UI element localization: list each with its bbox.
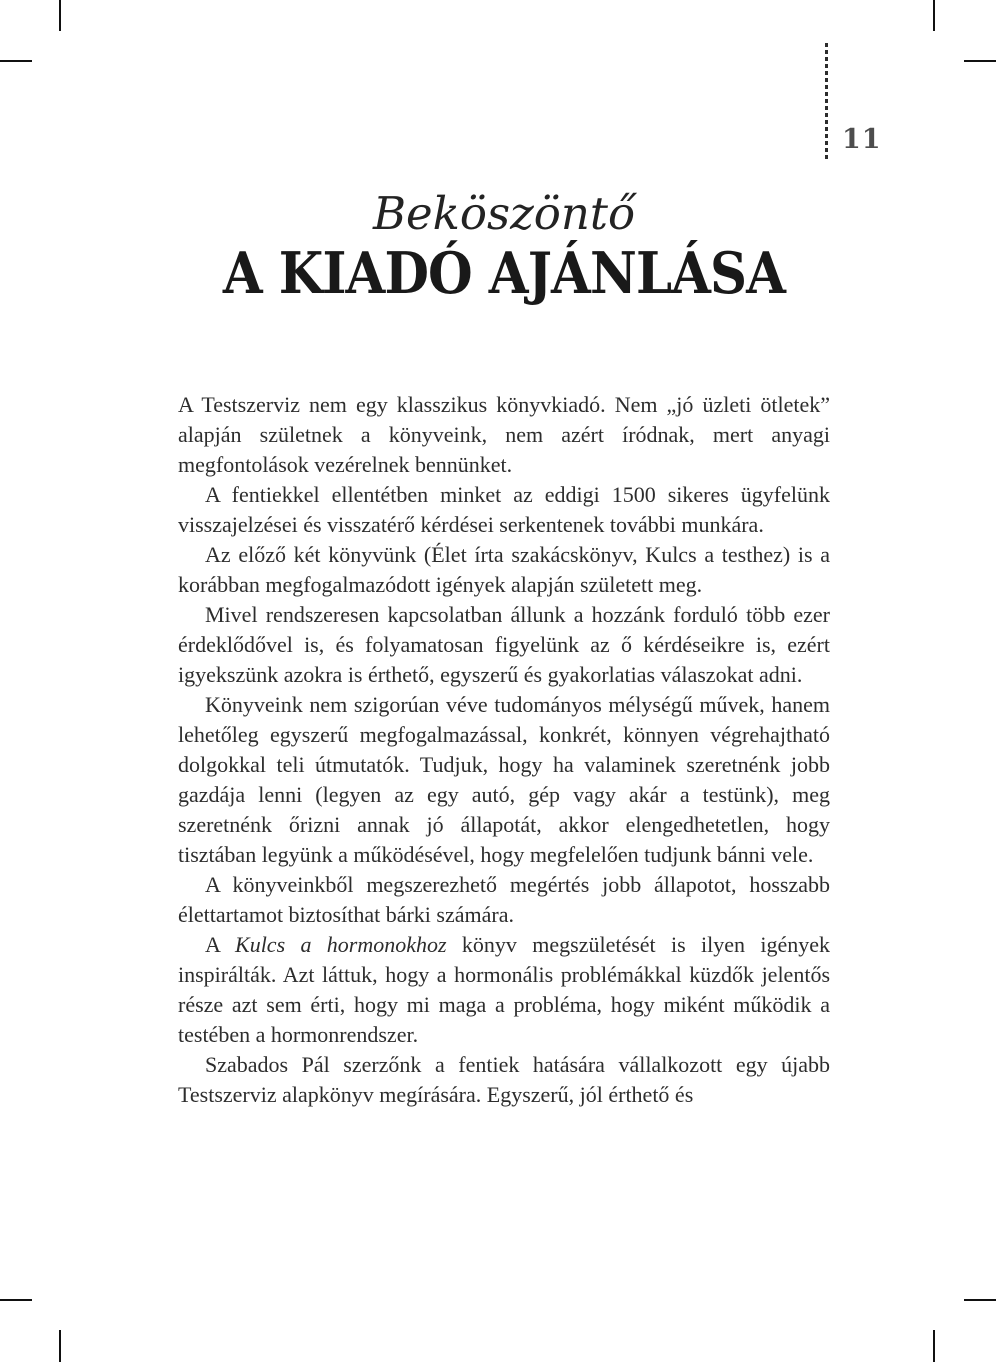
dashed-section-rule bbox=[825, 43, 828, 161]
paragraph bbox=[178, 690, 830, 870]
paragraph bbox=[178, 480, 830, 540]
paragraph-text: Az előző két könyvünk (Élet írta szakácskönyv, Kulcs a testhez) is a korábban megfogalmazódott igények alapján született meg. bbox=[178, 542, 830, 597]
paragraph-text: A Testszerviz nem egy klasszikus könyvkiadó. Nem „jó üzleti ötletek” alapján születnek a könyveink, nem azért íródnak, mert anyagi megfontolások vezérelnek bennünket. bbox=[178, 392, 830, 477]
paragraph bbox=[178, 390, 830, 480]
paragraph-text: Mivel rendszeresen kapcsolatban állunk a hozzánk forduló több ezer érdeklődővel is, és folyamatosan figyelünk az ő kérdéseikre is, ezért igyekszünk azokra is érthető, egyszerű és gyakorlatias válaszokat adni. bbox=[178, 602, 830, 687]
crop-mark-top-left-horizontal bbox=[0, 60, 32, 62]
page-number: 11 bbox=[842, 124, 882, 155]
book-title-italic: Kulcs a hormonokhoz bbox=[235, 932, 447, 957]
paragraph-text: Szabados Pál szerzőnk a fentiek hatására vállalkozott egy újabb Testszerviz alapkönyv megírására. Egyszerű, jól érthető és bbox=[178, 1052, 830, 1107]
paragraph-text: Könyveink nem szigorúan véve tudományos mélységű művek, hanem lehetőleg egyszerű megfogalmazással, konkrét, könnyen végrehajtható dolgokkal teli útmutatók. Tudjuk, hogy ha valaminek szeretnénk jobb gazdája lenni (legyen az egy autó, gép vagy akár a testünk), meg szeretnénk őrizni annak jó állapotát, akkor elengedhetetlen, hogy tisztában legyünk a működésével, hogy megfelelően tudjunk bánni vele. bbox=[178, 692, 830, 867]
paragraph bbox=[178, 1050, 830, 1110]
paragraph bbox=[178, 540, 830, 600]
paragraph-text: A bbox=[205, 932, 236, 957]
paragraph-text: A könyveinkből megszerezhető megértés jobb állapotot, hosszabb élettartamot biztosíthat bárki számára. bbox=[178, 872, 830, 927]
crop-mark-top-left-vertical bbox=[59, 0, 61, 31]
paragraph bbox=[178, 600, 830, 690]
crop-mark-bottom-right-vertical bbox=[933, 1330, 935, 1362]
chapter-heading bbox=[178, 187, 830, 307]
crop-mark-bottom-left-horizontal bbox=[0, 1299, 32, 1301]
paragraph bbox=[178, 930, 830, 1050]
crop-mark-bottom-right-horizontal bbox=[964, 1299, 996, 1301]
paragraph-text: könyv megszületését is ilyen igények inspirálták. Azt láttuk, hogy a hormonális problémákkal küzdők jelentős része azt sem érti, hogy mi maga a probléma, hogy miként működik a testében a hormonrendszer. bbox=[178, 932, 830, 1047]
paragraph bbox=[178, 870, 830, 930]
crop-mark-bottom-left-vertical bbox=[59, 1330, 61, 1362]
paragraph-text: A fentiekkel ellentétben minket az eddigi 1500 sikeres ügyfelünk visszajelzései és visszatérő kérdései serkentenek további munkára. bbox=[178, 482, 830, 537]
crop-mark-top-right-horizontal bbox=[964, 60, 996, 62]
chapter-kicker: Beköszöntő bbox=[372, 187, 636, 240]
chapter-title: A KIADÓ AJÁNLÁSA bbox=[222, 239, 786, 307]
crop-mark-top-right-vertical bbox=[933, 0, 935, 31]
body-paragraphs bbox=[178, 390, 830, 1110]
